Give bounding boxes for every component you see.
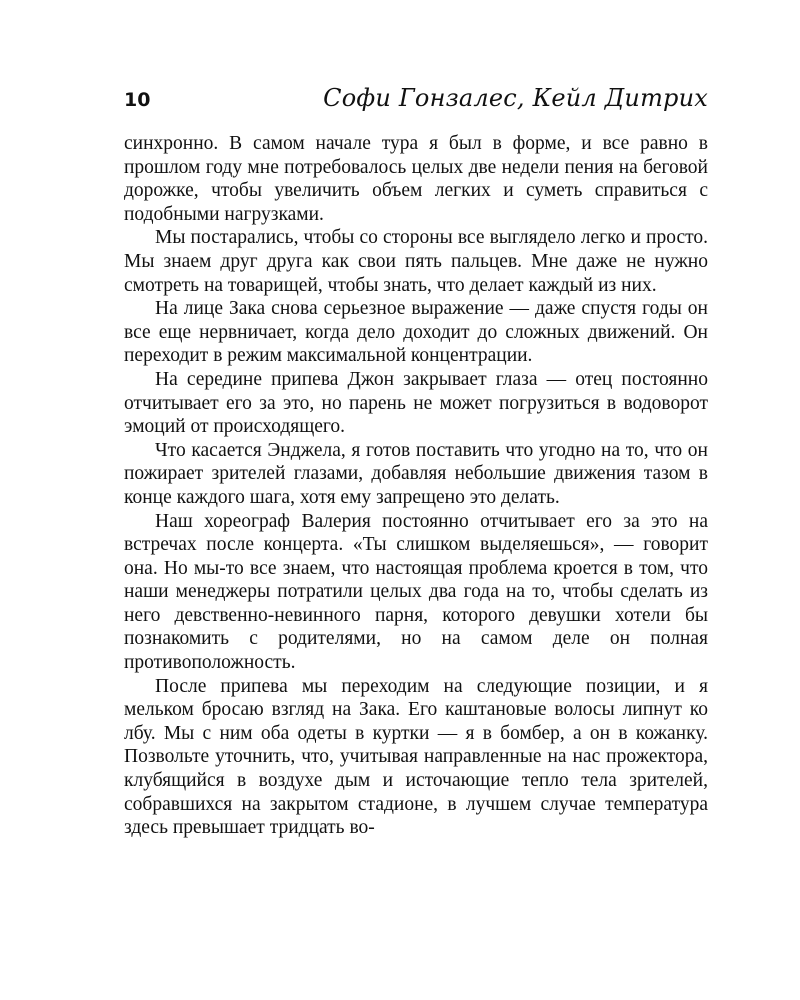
paragraph: Что касается Энджела, я готов поставить что угодно на то, что он пожирает зрителей глазами, добавляя небольшие движения тазом в конце каждого шага, хотя ему запрещено это делать. <box>124 439 708 508</box>
book-page <box>124 84 708 840</box>
paragraph: Наш хореограф Валерия постоянно отчитывает его за это на встречах после концерта. «Ты слишком выделяешься», — говорит она. Но мы-то все знаем, что настоящая проблема кроется в том, что наши менеджеры потратили целых два года на то, чтобы сделать из него девственно-невинного парня, которого девушки хотели бы познакомить с родителями, но на самом деле он полная противоположность. <box>124 510 708 674</box>
paragraph: После припева мы переходим на следующие позиции, и я мельком бросаю взгляд на Зака. Его каштановые волосы липнут ко лбу. Мы с ним оба одеты в куртки — я в бомбер, а он в кожанку. Позвольте уточнить, что, учитывая направленные на нас прожектора, клубящийся в воздухе дым и источающие тепло тела зрителей, собравшихся на закрытом стадионе, в лучшем случае температура здесь превышает тридцать во- <box>124 675 708 839</box>
page-number: 10 <box>124 89 151 111</box>
paragraph: синхронно. В самом начале тура я был в форме, и все равно в прошлом году мне потребовалось целых две недели пения на беговой дорожке, чтобы увеличить объем легких и суметь справиться с подобными нагрузками. <box>124 133 708 225</box>
paragraph: Мы постарались, чтобы со стороны все выглядело легко и просто. Мы знаем друг друга как свои пять пальцев. Мне даже не нужно смотреть на товарищей, чтобы знать, что делает каждый из них. <box>124 227 708 296</box>
paragraph: На лице Зака снова серьезное выражение — даже спустя годы он все еще нервничает, когда дело доходит до сложных движений. Он переходит в режим максимальной концентрации. <box>124 298 708 367</box>
body-text <box>124 132 708 840</box>
page-header <box>124 84 708 120</box>
paragraph: На середине припева Джон закрывает глаза — отец постоянно отчитывает его за это, но парень не может погрузиться в водоворот эмоций от происходящего. <box>124 368 708 438</box>
running-title: Софи Гонзалес, Кейл Дитрих <box>323 84 708 112</box>
